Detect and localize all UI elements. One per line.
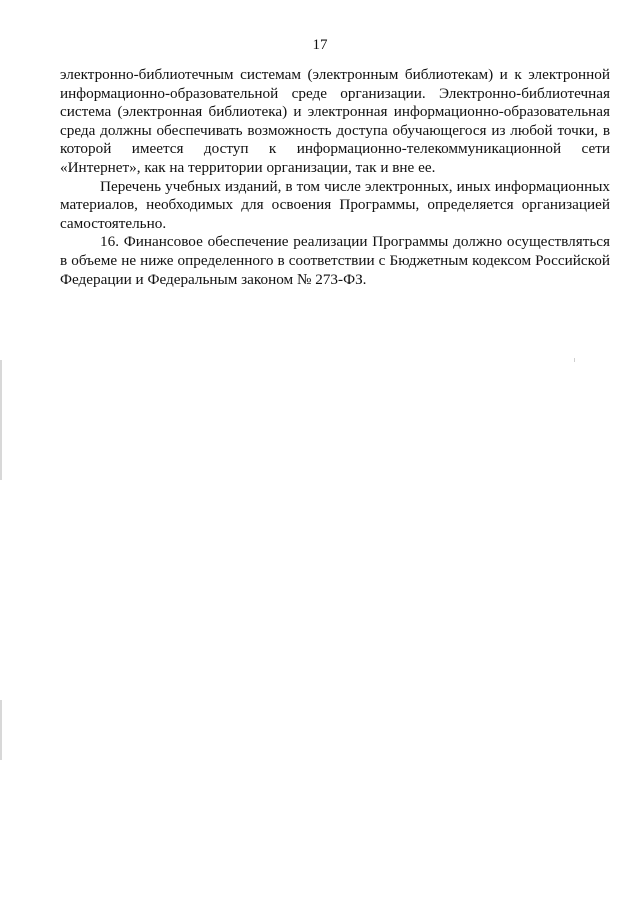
scan-edge-mark <box>0 700 2 760</box>
document-body <box>60 66 610 289</box>
page-number: 17 <box>312 37 328 53</box>
paragraph-textbooks: Перечень учебных изданий, в том числе электронных, иных информационных материалов, необходимых для освоения Программы, определяется организацией самостоятельно. <box>60 177 610 232</box>
paragraph-item-16: 16. Финансовое обеспечение реализации Программы должно осуществляться в объеме не ниже определенного в соответствии с Бюджетным кодексом Российской Федерации и Федеральным законом № 273-ФЗ. <box>60 233 610 288</box>
scan-edge-mark <box>0 360 2 480</box>
paragraph-continuation: электронно-библиотечным системам (электронным библиотекам) и к электронной информационно-образовательной среде организации. Электронно-библиотечная система (электронная библиотека) и электронная информационно-образовательная среда должны обеспечивать возможность доступа обучающегося из любой точки, в которой имеется доступ к информационно-телекоммуникационной сети «Интернет», как на территории организации, так и вне ее. <box>60 66 610 176</box>
scan-speck <box>574 358 575 362</box>
